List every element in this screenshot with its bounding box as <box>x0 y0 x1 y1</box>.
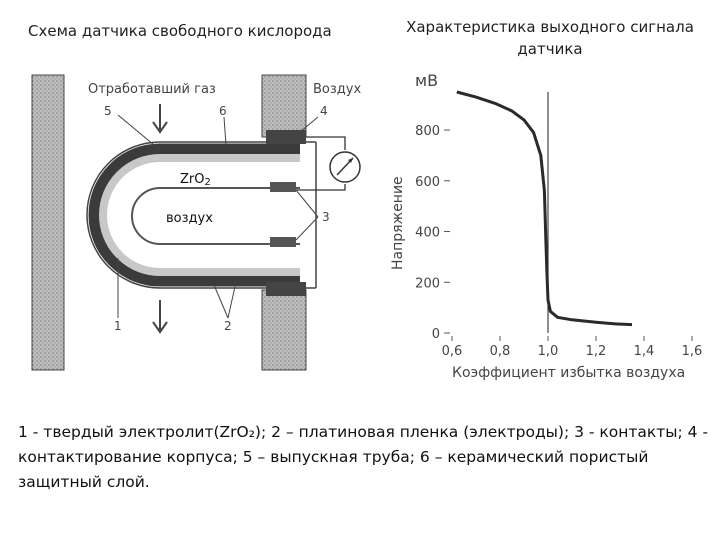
x-tick-label: 1,6 <box>681 344 703 359</box>
y-tick-label: 800 <box>415 124 440 140</box>
x-axis-label: Коэффициент избытка воздуха <box>452 365 686 381</box>
label-num-2: 2 <box>224 319 232 333</box>
y-tick-label: 0 <box>431 327 440 342</box>
y-unit-label: мВ <box>415 71 439 90</box>
label-num-3: 3 <box>322 210 330 224</box>
label-num-6: 6 <box>219 104 227 118</box>
sensor-diagram-title: Схема датчика свободного кислорода <box>28 22 332 40</box>
label-zro2-sub: 2 <box>204 177 211 188</box>
label-inner-air: воздух <box>166 211 213 226</box>
label-exhaust-gas: Отработавший газ <box>88 82 216 97</box>
legend-caption: 1 - твердый электролит(ZrO₂); 2 – платиновая пленка (электроды); 3 - контакты; 4 - контактирование корпуса; 5 – выпускная труба; 6 – керамический пористый защитный слой. <box>18 423 709 491</box>
y-tick-label: 400 <box>415 225 440 241</box>
label-zro2-main: ZrO <box>180 172 205 187</box>
x-tick-label: 0,8 <box>489 344 511 359</box>
x-tick-label: 1,2 <box>585 344 607 359</box>
x-tick-label: 1,0 <box>537 344 559 359</box>
y-tick-label: 600 <box>415 174 440 190</box>
label-num-4: 4 <box>320 104 328 118</box>
chart-title-line1: Характеристика выходного сигнала <box>406 18 694 36</box>
y-tick-label: 200 <box>415 276 440 292</box>
x-tick-label: 1,4 <box>633 344 655 359</box>
y-axis-label: Напряжение <box>390 176 406 270</box>
label-num-5: 5 <box>104 104 112 118</box>
label-air: Воздух <box>313 82 362 97</box>
signal-curve-series <box>457 92 632 325</box>
label-num-1: 1 <box>114 319 122 333</box>
x-tick-label: 0,6 <box>441 344 463 359</box>
chart-title-line2: датчика <box>517 40 583 58</box>
